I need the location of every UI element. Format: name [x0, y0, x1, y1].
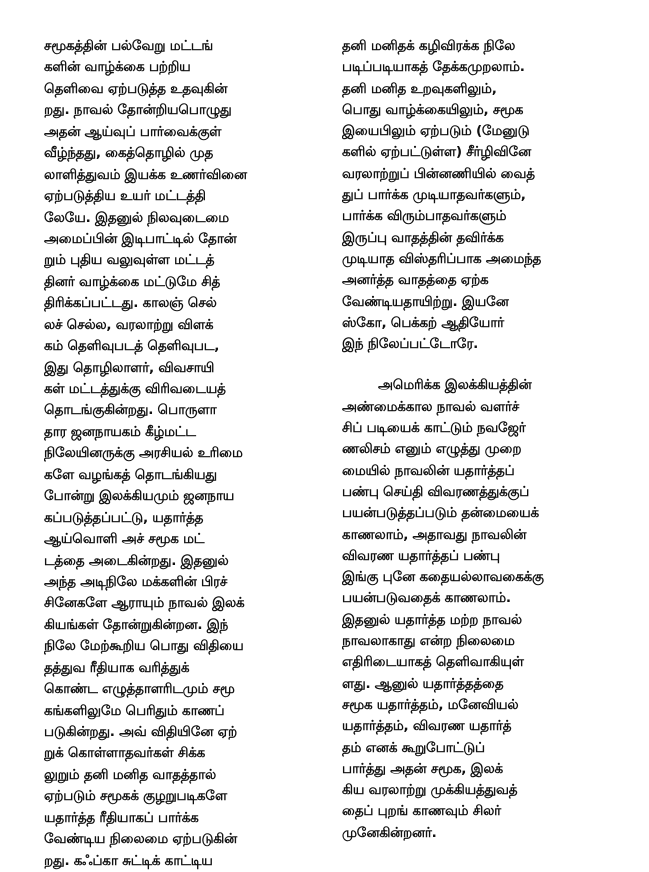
- left-column: [44, 36, 330, 872]
- text-line: களில் ஏற்பட்டுள்ள) சீர்ழிவினே: [342, 144, 532, 161]
- text-line: பொது வாழ்க்கையிலும், சமூக: [342, 101, 524, 118]
- text-line: பார்த்து அதன் சமூக, இலக்: [342, 760, 503, 777]
- text-line: பயன்படுத்தப்படும் தன்மையைக்: [342, 505, 539, 522]
- text-line: நிலே மேற்கூறிய பொது விதியை: [44, 638, 244, 655]
- text-line: நிலேயினருக்கு அரசியல் உரிமை: [44, 445, 243, 462]
- text-line: முடியாத விஸ்தரிப்பாக அமைந்த: [342, 250, 542, 267]
- text-line: சமூகத்தின் பல்வேறு மட்டங்: [44, 38, 214, 54]
- text-line: எதிரிடையாகத் தெளிவாகியுள்: [342, 654, 524, 671]
- text-line: களின் வாழ்க்கை பற்றிய: [44, 59, 191, 76]
- text-line: சமூக யதார்த்தம், மனேவியல்: [342, 696, 519, 713]
- text-line: அதன் ஆய்வுப் பார்வைக்குள்: [44, 123, 222, 140]
- text-line: வேண்டியதாயிற்று. இயனே: [342, 293, 509, 310]
- text-line: ஆய்வொளி அச் சமூக மட்: [44, 531, 205, 548]
- text-line: நாவலாகாது என்ற நிலைமை: [342, 633, 515, 650]
- text-line: லுறும் தனி மனித வாதத்தால்: [44, 766, 216, 783]
- text-line: லேயே. இதனுல் நிலவுடைமை: [44, 209, 229, 226]
- right-paragraph-1: [342, 36, 620, 355]
- text-line: படிப்படியாகத் தேக்கமுறலாம்.: [342, 59, 525, 76]
- text-line: பயன்படுவதைக் காணலாம்.: [342, 590, 511, 607]
- text-line: லாளித்துவம் இயக்க உணர்வினை: [44, 166, 247, 183]
- text-line: தனி மனிதக் கழிவிரக்க நிலே: [342, 38, 516, 54]
- text-line: கம் தெளிவுபடத் தெளிவுபட,: [44, 338, 220, 355]
- right-paragraph-2: [342, 375, 620, 844]
- text-line: தனி மனித உறவுகளிலும்,: [342, 80, 497, 97]
- text-line: தெளிவை ஏற்படுத்த உதவுகின்: [44, 80, 228, 97]
- text-line: அந்த அடிநிலே மக்களின் பிரச்: [44, 573, 228, 590]
- text-line: இருப்பு வாதத்தின் தவிர்க்க: [342, 229, 504, 246]
- text-line: பார்க்க விரும்பாதவர்களும்: [342, 208, 507, 225]
- text-line: றுக் கொள்ளாதவர்கள் சிக்க: [44, 745, 206, 762]
- text-line: தம் எனக் கூறுபோட்டுப்: [342, 739, 485, 756]
- text-line: றது. கஃப்கா சுட்டிக் காட்டிய: [44, 852, 213, 869]
- text-line: யதார்த்த ரீதியாகப் பார்க்க: [44, 809, 199, 826]
- text-line: மையில் நாவலின் யதார்த்தப்: [342, 462, 515, 479]
- text-line: இதனுல் யதார்த்த மற்ற நாவல்: [342, 611, 522, 628]
- text-line: தார ஜனநாயகம் கீழ்மட்ட: [44, 423, 196, 440]
- text-line: கிய வரலாற்று முக்கியத்துவத்: [342, 782, 518, 799]
- text-line: றது. நாவல் தோன்றியபொழுது: [44, 102, 232, 119]
- text-line: கப்படுத்தப்பட்டு, யதார்த்த: [44, 509, 204, 526]
- text-line: பண்பு செய்தி விவரணத்துக்குப்: [342, 483, 530, 500]
- text-line: டத்தை அடைகின்றது. இதனுல்: [44, 552, 229, 569]
- text-line: வேண்டிய நிலைமை ஏற்படுகின்: [44, 831, 238, 848]
- text-line: முனேகின்றனர்.: [342, 824, 437, 841]
- text-line: தொடங்குகின்றது. பொருளா: [44, 402, 217, 419]
- text-line: ணலிசம் எனும் எழுத்து முறை: [342, 441, 522, 458]
- paragraph-gap: [342, 355, 620, 375]
- right-column: [342, 36, 620, 844]
- text-line: அமெரிக்க இலக்கியத்தின்: [378, 377, 532, 394]
- text-line: விவரண யதார்த்தப் பண்பு: [342, 547, 500, 564]
- text-line: ஸ்கோ, பெக்கற் ஆதியோர்: [342, 314, 504, 331]
- text-line: றும் புதிய வலுவுள்ள மட்டத்: [44, 252, 215, 269]
- text-line: இயைபிலும் ஏற்படும் (மேனுடு: [342, 123, 530, 140]
- text-line: திரிக்கப்பட்டது. காலஞ் செல்: [44, 295, 217, 312]
- text-line: ஏற்படுத்திய உயர் மட்டத்தி: [44, 188, 206, 205]
- text-line: போன்று இலக்கியமும் ஜனநாய: [44, 488, 235, 505]
- text-line: துப் பார்க்க முடியாதவர்களும்,: [342, 187, 526, 204]
- text-line: கங்களிலுமே பெரிதும் காணப்: [44, 702, 225, 719]
- text-line: இந் நிலேப்பட்டோரே.: [342, 336, 479, 353]
- text-line: களே வழங்கத் தொடங்கியது: [44, 466, 217, 483]
- text-line: படுகின்றது. அவ் விதியினே ஏற்: [44, 724, 237, 740]
- text-line: வரலாற்றுப் பின்னணியில் வைத்: [342, 165, 535, 182]
- text-line: ளது. ஆனுல் யதார்த்தத்தை: [342, 675, 504, 692]
- text-line: இங்கு புனே கதையல்லாவகைக்கு: [342, 569, 544, 586]
- text-line: தினர் வாழ்க்கை மட்டுமே சித்: [44, 273, 221, 290]
- text-line: ஏற்படும் சமூகக் குழறுபடிகளே: [44, 788, 227, 805]
- text-line: கொண்ட எழுத்தாளரிடமும் சமூ: [44, 681, 235, 698]
- text-line: சிப் படியைக் காட்டும் நவஜேர்: [342, 420, 526, 437]
- text-line: அனர்த்த வாதத்தை ஏற்க: [342, 272, 489, 289]
- text-line: கள் மட்டத்துக்கு விரிவடையத்: [44, 381, 226, 397]
- text-line: லச் செல்ல, வரலாற்று விளக்: [44, 316, 214, 333]
- text-line: காணலாம், அதாவது நாவலின்: [342, 526, 527, 543]
- text-line: கியங்கள் தோன்றுகின்றன. இந்: [44, 616, 229, 633]
- text-line: அண்மைக்கால நாவல் வளர்ச்: [342, 398, 519, 415]
- text-line: இது தொழிலாளர், விவசாயி: [44, 359, 215, 376]
- text-line: அமைப்பின் இடிபாட்டில் தோன்: [44, 230, 237, 247]
- text-line: யதார்த்தம், விவரண யதார்த்: [342, 718, 512, 735]
- text-line: தைப் புறங் காணவும் சிலர்: [342, 803, 501, 820]
- text-line: தத்துவ ரீதியாக வரித்துக்: [44, 659, 190, 676]
- text-line: வீழ்ந்தது, கைத்தொழில் முத: [44, 145, 214, 162]
- text-line: சினேகளே ஆராயும் நாவல் இலக்: [44, 595, 245, 612]
